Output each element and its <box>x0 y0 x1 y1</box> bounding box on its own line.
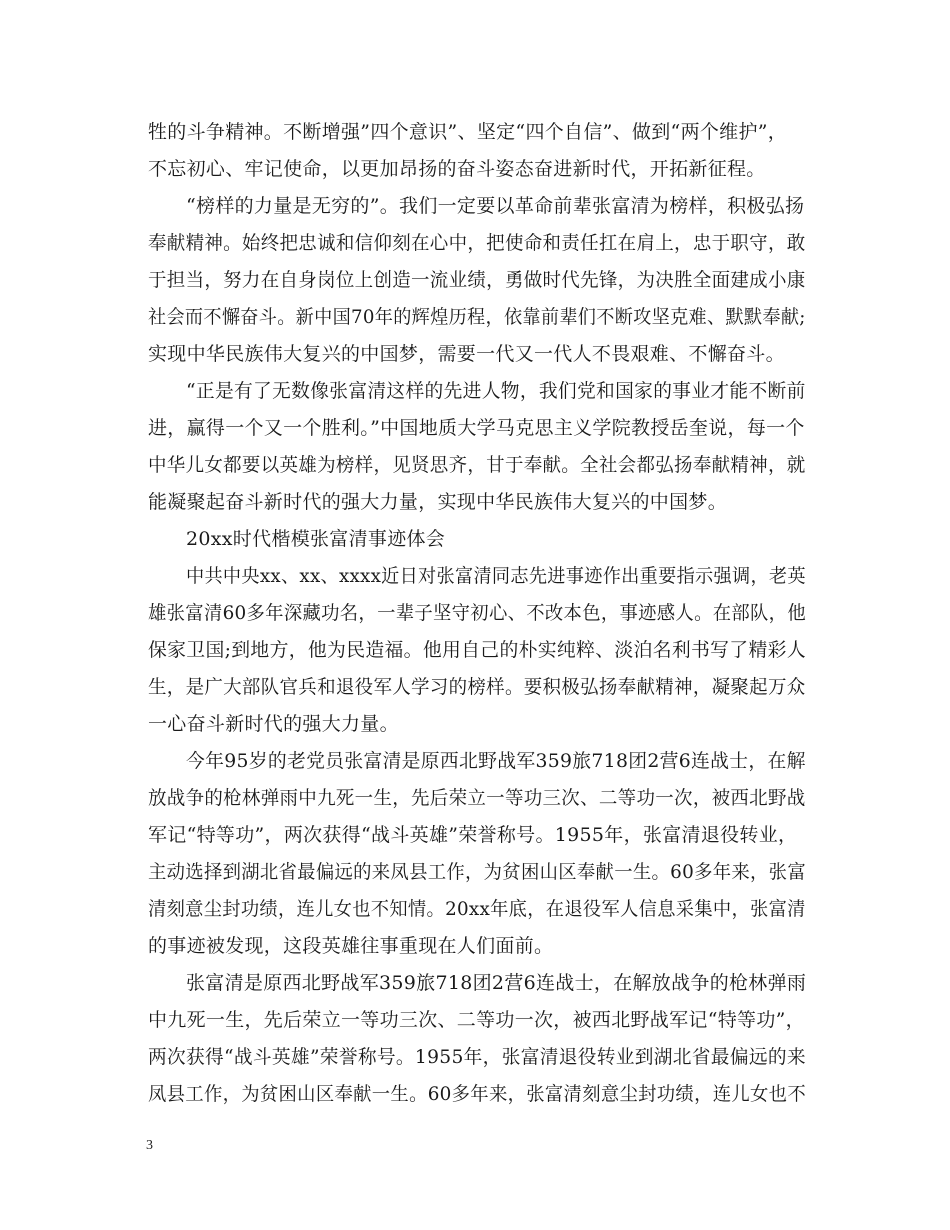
text-line: 奉献精神。始终把忠诚和信仰刻在心中，把使命和责任扛在肩上，忠于职守，敢 <box>148 232 806 254</box>
text-line: 中九死一生，先后荣立一等功三次、二等功一次，被西北野战军记“特等功”， <box>148 1009 805 1031</box>
text-line: 进，赢得一个又一个胜利。”中国地质大学马克思主义学院教授岳奎说，每一个 <box>148 417 805 439</box>
text-line: 一心奋斗新时代的强大力量。 <box>148 713 399 735</box>
page-number: 3 <box>146 1138 153 1153</box>
text-line: 主动选择到湖北省最偏远的来凤县工作，为贫困山区奉献一生。60多年来，张富 <box>148 861 806 883</box>
paragraph-first-line: 中共中央xx、xx、xxxx近日对张富清同志先进事迹作出重要指示强调，老英 <box>186 565 806 587</box>
paragraph-first-line: 今年95岁的老党员张富清是原西北野战军359旅718团2营6连战士，在解 <box>186 750 806 772</box>
text-line: 社会而不懈奋斗。新中国70年的辉煌历程，依靠前辈们不断攻坚克难、默默奉献; <box>148 306 806 328</box>
text-line: 保家卫国;到地方，他为民造福。他用自己的朴实纯粹、淡泊名利书写了精彩人 <box>148 639 806 661</box>
text-line: 不忘初心、牢记使命，以更加昂扬的奋斗姿态奋进新时代，开拓新征程。 <box>148 158 766 180</box>
text-line: 能凝聚起奋斗新时代的强大力量，实现中华民族伟大复兴的中国梦。 <box>148 491 728 513</box>
section-heading: 20xx时代楷模张富清事迹体会 <box>186 528 446 550</box>
text-line: 中华儿女都要以英雄为榜样，见贤思齐，甘于奉献。全社会都弘扬奉献精神，就 <box>148 454 806 476</box>
text-line: 两次获得“战斗英雄”荣誉称号。1955年，张富清退役转业到湖北省最偏远的来 <box>148 1046 806 1068</box>
text-line: 放战争的枪林弹雨中九死一生，先后荣立一等功三次、二等功一次，被西北野战 <box>148 787 806 809</box>
paragraph-first-line: 张富清是原西北野战军359旅718团2营6连战士，在解放战争的枪林弹雨 <box>186 972 807 994</box>
text-line: 军记“特等功”，两次获得“战斗英雄”荣誉称号。1955年，张富清退役转业， <box>148 824 798 846</box>
text-line: 实现中华民族伟大复兴的中国梦，需要一代又一代人不畏艰难、不懈奋斗。 <box>148 343 785 365</box>
text-line: 于担当，努力在自身岗位上创造一流业绩，勇做时代先锋，为决胜全面建成小康 <box>148 269 806 291</box>
text-line: 清刻意尘封功绩，连儿女也不知情。20xx年底，在退役军人信息采集中，张富清 <box>148 898 806 920</box>
text-line: 生，是广大部队官兵和退役军人学习的榜样。要积极弘扬奉献精神，凝聚起万众 <box>148 676 806 698</box>
text-line: 的事迹被发现，这段英雄往事重现在人们面前。 <box>148 935 554 957</box>
text-line: 牲的斗争精神。不断增强”四个意识”、坚定“四个自信”、做到“两个维护”， <box>148 121 788 143</box>
text-line: 凤县工作，为贫困山区奉献一生。60多年来，张富清刻意尘封功绩，连儿女也不 <box>148 1083 806 1105</box>
text-line: 雄张富清60多年深藏功名，一辈子坚守初心、不改本色，事迹感人。在部队，他 <box>148 602 806 624</box>
paragraph-first-line: “榜样的力量是无穷的”。我们一定要以革命前辈张富清为榜样，积极弘扬 <box>186 195 805 217</box>
paragraph-first-line: “正是有了无数像张富清这样的先进人物，我们党和国家的事业才能不断前 <box>186 380 806 402</box>
